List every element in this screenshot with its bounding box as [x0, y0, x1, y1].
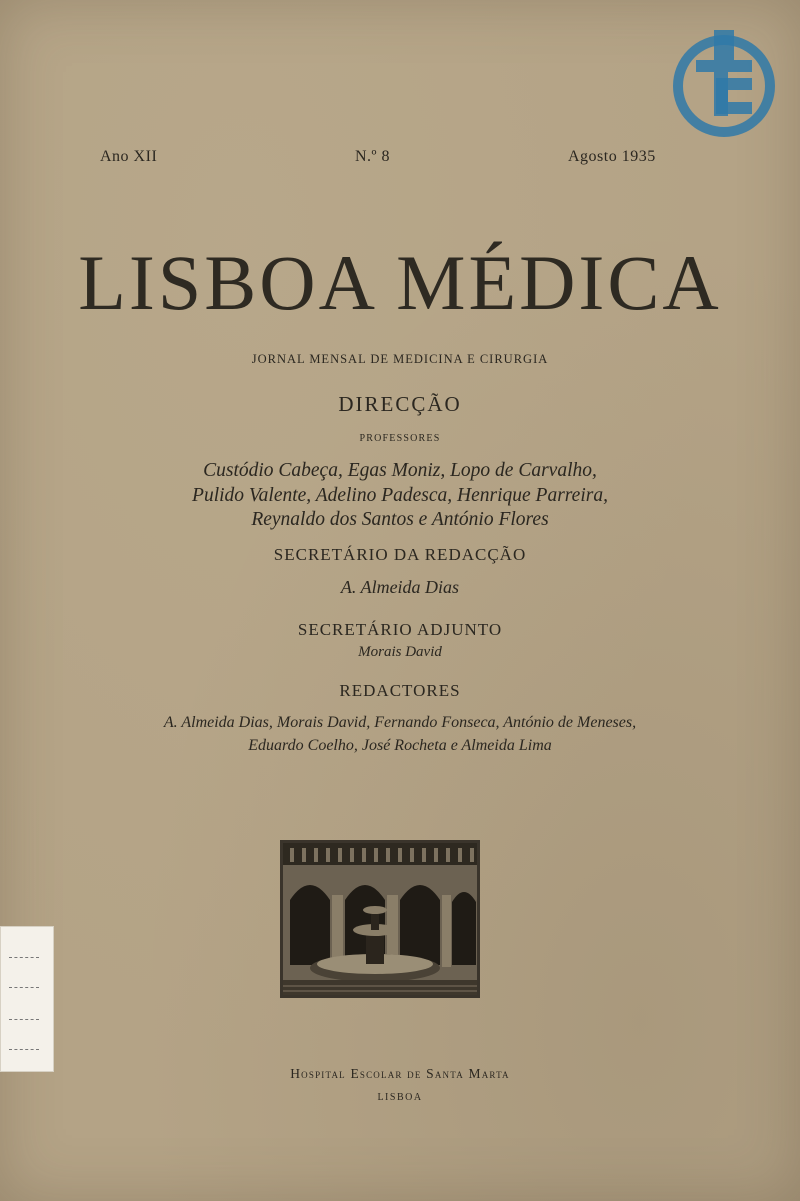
assistant-secretary-name: Morais David	[358, 644, 442, 660]
label-line	[9, 1049, 39, 1050]
issue-number: N.º 8	[355, 148, 391, 165]
issue-year: Ano XII	[100, 148, 158, 165]
editorial-secretary-heading: SECRETÁRIO DA REDACÇÃO	[273, 545, 527, 564]
assistant-secretary-heading: SECRETÁRIO ADJUNTO	[297, 620, 503, 639]
library-stamp-icon	[668, 26, 780, 138]
label-line	[9, 1019, 39, 1020]
library-shelf-label	[0, 926, 54, 1072]
editorial-secretary-name: A. Almeida Dias	[340, 577, 460, 597]
institution-name: Hospital Escolar de Santa Marta	[290, 1066, 510, 1081]
editors-heading: REDACTORES	[339, 681, 461, 700]
label-line	[9, 957, 39, 958]
publication-city: LISBOA	[377, 1092, 423, 1103]
issue-date: Agosto 1935	[568, 148, 656, 165]
direction-heading: DIRECÇÃO	[338, 392, 462, 416]
editors-line: A. Almeida Dias, Morais David, Fernando Fonseca, António de Meneses,	[163, 714, 637, 731]
cloister-fountain-woodcut	[280, 840, 480, 998]
journal-title: LISBOA MÉDICA	[78, 239, 722, 326]
editors-line: Eduardo Coelho, José Rocheta e Almeida Lima	[248, 737, 552, 754]
journal-subtitle: JORNAL MENSAL DE MEDICINA E CIRURGIA	[251, 352, 549, 366]
professors-line: Custódio Cabeça, Egas Moniz, Lopo de Carvalho,	[203, 460, 597, 481]
professors-line: Reynaldo dos Santos e António Flores	[251, 509, 549, 530]
professors-subheading: PROFESSORES	[359, 433, 441, 444]
label-line	[9, 987, 39, 988]
professors-line: Pulido Valente, Adelino Padesca, Henrique Parreira,	[192, 485, 608, 506]
